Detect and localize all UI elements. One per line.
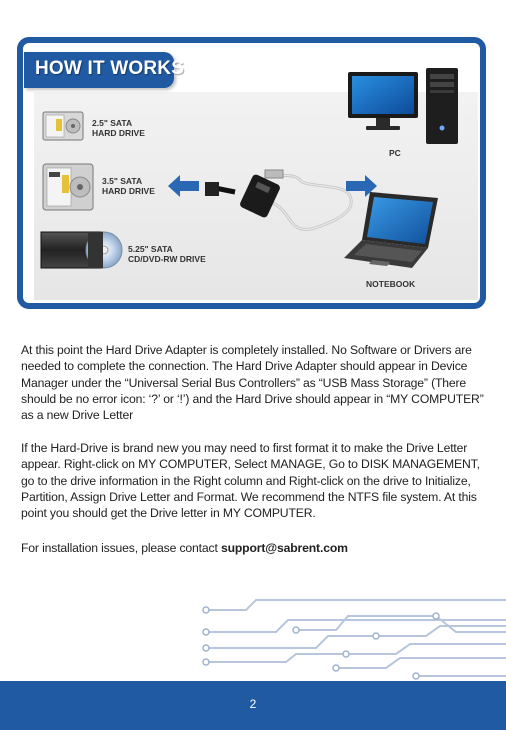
pc-label: PC xyxy=(389,148,401,158)
optical-drive-icon xyxy=(40,228,126,270)
pc-icon xyxy=(346,66,462,148)
drive-label-2-5: 2.5" SATA HARD DRIVE xyxy=(92,118,145,138)
contact-prefix: For installation issues, please contact xyxy=(21,541,221,555)
drive-label-5-25: 5.25" SATA CD/DVD-RW DRIVE xyxy=(128,244,206,264)
notebook-label: NOTEBOOK xyxy=(366,279,416,289)
paragraph-installation-complete: At this point the Hard Drive Adapter is completely installed. No Software or Drivers are needed to complete the connection. The Hard Drive Adapter should appear in Device Manager under the “Universal Serial Bus Controllers” as “USB Mass Storage” (There should be no error icon: ‘?’ or ‘!’) and the Hard Drive should appear in “MY COMPUTER” as a new Drive Letter xyxy=(21,343,484,423)
panel-title: HOW IT WORKS xyxy=(35,58,185,79)
drive-label-3-5: 3.5" SATA HARD DRIVE xyxy=(102,176,155,196)
arrow-left-icon xyxy=(168,175,200,197)
hard-drive-3-5-icon xyxy=(42,163,94,211)
page-number: 2 xyxy=(249,697,257,711)
support-email-link[interactable]: support@sabrent.com xyxy=(220,541,348,555)
usb-adapter-icon xyxy=(205,158,365,243)
paragraph-format-drive: If the Hard-Drive is brand new you may need to first format it to make the Drive Letter appear. Right-click on MY COMPUTER, Select MANAGE, Go to DISK MANAGEMENT, go to the drive information in the Right column and Right-click on the drive to Initialize, Partition, Assign Drive Letter and Format. We recommend the NTFS file system. At this point you should get the Drive letter in MY COMPUTER. xyxy=(21,441,480,521)
hard-drive-2-5-icon xyxy=(42,111,84,141)
circuit-decoration xyxy=(196,596,506,682)
notebook-icon xyxy=(342,188,442,278)
contact-line xyxy=(21,540,487,556)
